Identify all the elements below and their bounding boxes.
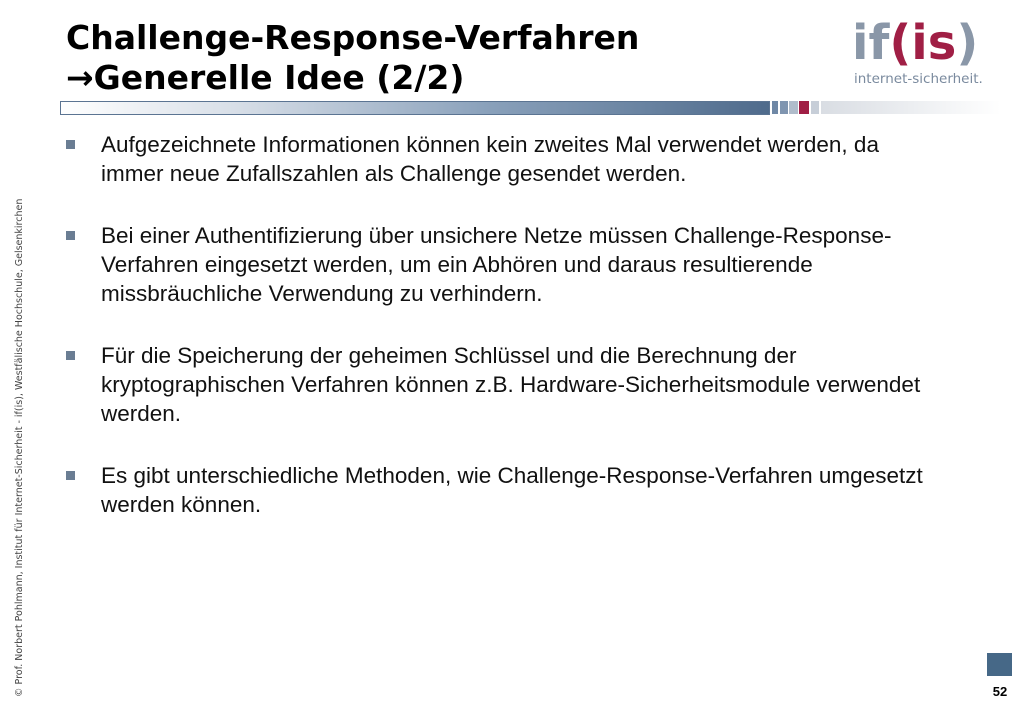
slide-title — [66, 18, 639, 98]
square-bullet-icon — [66, 140, 75, 149]
arrow-right-icon: → — [66, 58, 94, 97]
square-bullet-icon — [66, 231, 75, 240]
square-bullet-icon — [66, 351, 75, 360]
logo-paren-open: ( — [889, 15, 912, 71]
divider-square — [772, 101, 778, 114]
bullet-item — [66, 221, 926, 308]
page-number: 52 — [992, 684, 1008, 699]
logo-paren-close: ) — [956, 15, 979, 71]
bullet-text: Für die Speicherung der geheimen Schlüssel und die Berechnung der kryptographischen Verfahren können z.B. Hardware-Sicherheitsmodule verwendet werden. — [101, 343, 921, 426]
ifis-logo-mark — [852, 16, 978, 70]
header-divider-bar — [60, 101, 770, 115]
copyright-sidebar: © Prof. Norbert Pohlmann, Institut für Internet-Sicherheit - if(is), Westfälische Hochschule, Gelsenkirchen — [14, 198, 25, 697]
header-divider — [60, 101, 1000, 114]
corner-square — [987, 653, 1012, 676]
bullet-item — [66, 341, 926, 428]
logo-if-text: if — [852, 15, 890, 71]
bullet-item — [66, 461, 926, 519]
bullet-text: Aufgezeichnete Informationen können kein zweites Mal verwendet werden, da immer neue Zufallszahlen als Challenge gesendet werden. — [101, 132, 879, 186]
divider-square — [789, 101, 798, 114]
logo-tagline: internet-sicherheit. — [854, 71, 983, 87]
divider-square — [811, 101, 819, 114]
divider-square — [780, 101, 788, 114]
bullet-text: Es gibt unterschiedliche Methoden, wie Challenge-Response-Verfahren umgesetzt werden können. — [101, 463, 923, 517]
slide-subtitle-text: Generelle Idee (2/2) — [93, 58, 465, 97]
slide-subtitle — [66, 58, 639, 98]
divider-square-red — [799, 101, 809, 114]
ifis-logo — [848, 16, 998, 91]
square-bullet-icon — [66, 471, 75, 480]
bullet-list — [66, 130, 926, 552]
bullet-item — [66, 130, 926, 188]
slide-title-line1: Challenge-Response-Verfahren — [66, 18, 640, 57]
divider-fade — [821, 101, 1001, 114]
bullet-text: Bei einer Authentifizierung über unsichere Netze müssen Challenge-Response-Verfahren eingesetzt werden, um ein Abhören und daraus resultierende missbräuchliche Verwendung zu verhindern. — [101, 223, 892, 306]
logo-is-text: is — [911, 15, 957, 71]
